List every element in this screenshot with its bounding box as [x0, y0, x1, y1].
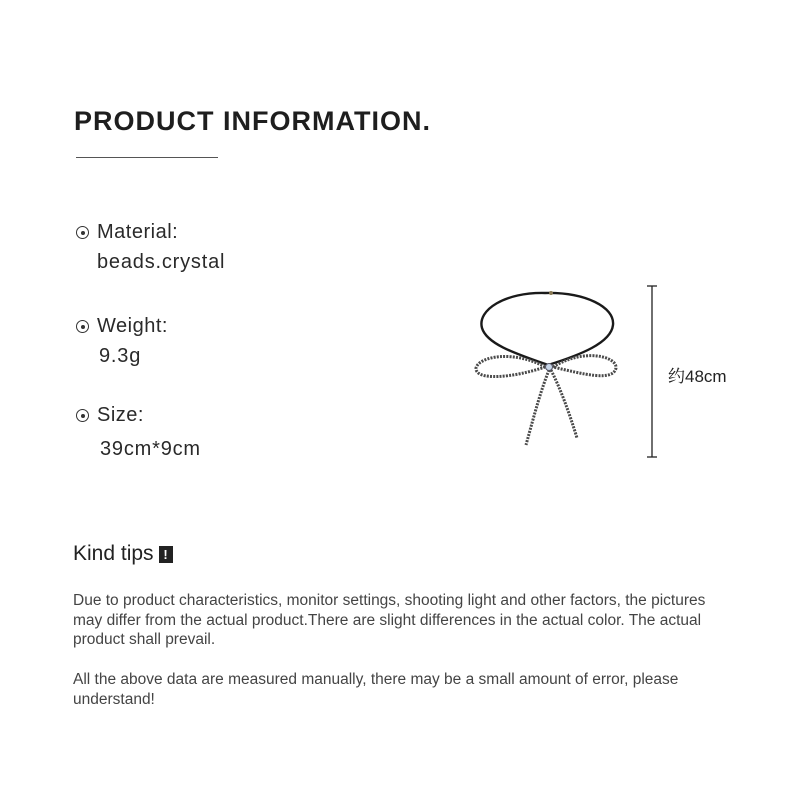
spec-material-value: beads.crystal — [97, 251, 226, 273]
measurement-bracket — [647, 286, 657, 457]
bullet-icon — [76, 320, 89, 333]
spec-size — [76, 404, 201, 461]
spec-material-label: Material: — [97, 221, 179, 243]
spec-weight-value: 9.3g — [99, 345, 142, 367]
spec-weight-label: Weight: — [97, 315, 168, 337]
title-divider — [76, 157, 218, 158]
clasp-icon — [549, 291, 553, 295]
spec-size-value: 39cm*9cm — [100, 438, 201, 460]
page-title: PRODUCT INFORMATION. — [74, 106, 431, 136]
kind-tips-title: Kind tips — [73, 542, 154, 565]
bullet-icon — [76, 226, 89, 239]
spec-weight — [76, 315, 168, 368]
tip-paragraph: Due to product characteristics, monitor settings, shooting light and other factors, the pictures may differ from the actual product.There are slight differences in the actual color. The actual product shall prevail. — [73, 592, 706, 648]
exclamation-icon: ! — [159, 546, 173, 563]
crystal-icon — [546, 364, 553, 371]
spec-material — [76, 221, 225, 274]
spec-size-label: Size: — [97, 404, 144, 426]
length-measurement: 约48cm — [668, 367, 727, 386]
tip-paragraph: All the above data are measured manually, there may be a small amount of error, please understand! — [73, 671, 679, 708]
bullet-icon — [76, 409, 89, 422]
kind-tips-heading — [73, 542, 173, 566]
